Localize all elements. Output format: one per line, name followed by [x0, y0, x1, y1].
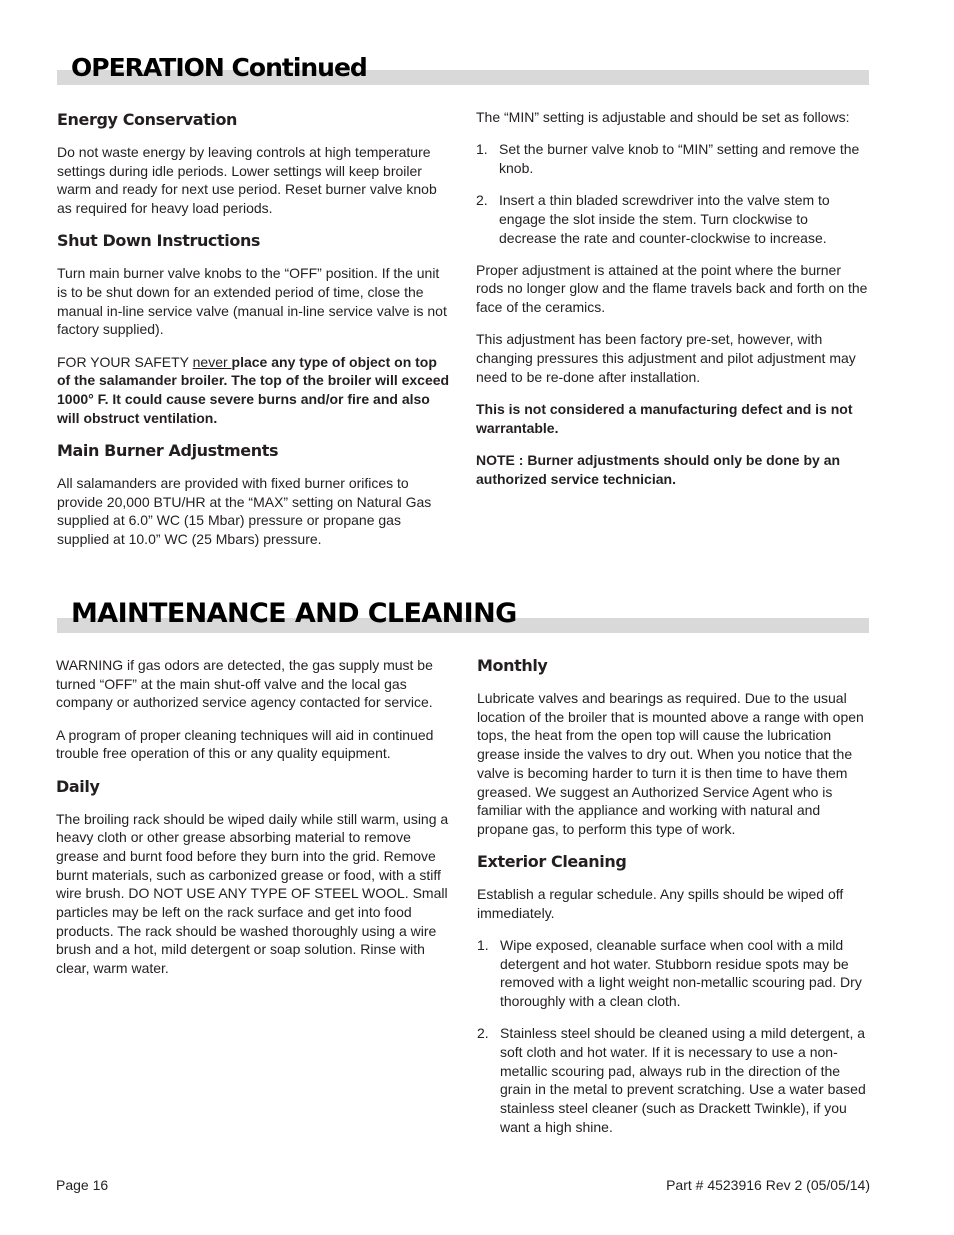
shut-down-heading: Shut Down Instructions: [57, 231, 261, 251]
list-text: Insert a thin bladed screwdriver into the valve stem to engage the slot inside the stem. Turn clockwise to decrease the rate and counter-clockwise to increase.: [499, 192, 830, 246]
part-number: Part # 4523916 Rev 2 (05/05/14): [666, 1177, 870, 1193]
energy-conservation-heading: Energy Conservation: [57, 110, 238, 129]
safety-warning: [57, 353, 451, 428]
maintenance-header: [57, 596, 869, 636]
shut-down-text: Turn main burner valve knobs to the “OFF” position. If the unit is to be shut down for an extended period of time, close the manual in-line service valve (manual in-line service valve is not factory supplied).: [57, 265, 447, 338]
monthly-text: Lubricate valves and bearings as required. Due to the usual location of the broiler that is mounted above a range with open tops, the heat from the open top will cause the lubrication grease inside the valves to dry out. When you notice that the valve is becoming harder to turn it is then time to have them greased. We suggest an Authorized Service Agent who is familiar with the appliance and working with natural and propane gas, to perform this type of work.: [477, 690, 864, 837]
section-title: MAINTENANCE AND CLEANING: [71, 598, 517, 629]
list-item: [477, 936, 871, 1011]
daily-heading: Daily: [56, 776, 100, 796]
cleaning-program-text: A program of proper cleaning techniques will aid in continued trouble free operation of this or any quality equipment.: [56, 726, 434, 762]
min-setting-intro: The “MIN” setting is adjustable and should be set as follows:: [476, 109, 850, 125]
defect-notice: This is not considered a manufacturing defect and is not warrantable.: [476, 400, 853, 436]
energy-conservation-text: Do not waste energy by leaving controls at high temperature settings during idle periods. Lower settings will keep broiler warm and ready for next use period. Reset burner valve knob as required for heavy load periods.: [57, 144, 437, 217]
exterior-cleaning-text: Establish a regular schedule. Any spills should be wiped off immediately.: [477, 886, 844, 921]
operation-left-column: [57, 110, 451, 562]
list-text: Stainless steel should be cleaned using a mild detergent, a soft cloth and hot water. If it is necessary to use a non-metallic scouring pad, always rub in the direction of the grain in the metal to prevent scratching. Use a water based stainless steel cleaner (such as Drackett Twinkle), if you want a high shine.: [500, 1025, 866, 1135]
list-item: [476, 140, 868, 177]
list-text: Wipe exposed, cleanable surface when cool with a mild detergent and hot water. Stubborn residue spots may be removed with a light weight non-metallic scouring pad. Dry thoroughly with a clean cloth.: [500, 937, 862, 1010]
list-number: 1.: [476, 141, 488, 158]
gas-warning-text: WARNING if gas odors are detected, the gas supply must be turned “OFF” at the main shut-off valve and the local gas company or authorized service agency contacted for service.: [56, 657, 433, 711]
page-number: Page 16: [56, 1177, 109, 1193]
factory-preset-text: This adjustment has been factory pre-set, however, with changing pressures this adjustment and pilot adjustment may need to be re-done after installation.: [476, 331, 856, 385]
list-number: 2.: [476, 192, 488, 209]
technician-note: NOTE : Burner adjustments should only be done by an authorized service technician.: [476, 451, 841, 487]
list-item: [476, 191, 868, 247]
main-burner-heading: Main Burner Adjustments: [57, 440, 279, 460]
daily-text: The broiling rack should be wiped daily while still warm, using a heavy cloth or other grease absorbing material to remove grease and burnt food before they burn into the grid. Remove burnt materials, such as carbonized grease or food, with a stiff wire brush. DO NOT USE ANY TYPE OF STEEL WOOL. Small particles may be left on the rack surface and get into food products. The rack should be washed thoroughly using a wire brush and a hot, mild detergent or soap solution. Rinse with clear, warm water.: [56, 810, 449, 977]
min-setting-steps: [476, 140, 868, 247]
list-item: [477, 1024, 871, 1136]
list-number: 1.: [477, 937, 489, 954]
maintenance-right-column: [477, 656, 871, 1150]
proper-adjustment-text: Proper adjustment is attained at the point where the burner rods no longer glow and the flame travels back and forth on the face of the ceramics.: [476, 261, 868, 316]
monthly-heading: Monthly: [477, 656, 548, 675]
operation-right-column: [476, 108, 868, 502]
exterior-cleaning-heading: Exterior Cleaning: [477, 852, 627, 872]
main-burner-text: All salamanders are provided with fixed burner orifices to provide 20,000 BTU/HR at the “MAX” setting on Natural Gas supplied at 6.0” WC (15 Mbar) pressure or propane gas supplied at 10.0” WC (25 Mbars) pressure.: [57, 474, 432, 548]
list-number: 2.: [477, 1025, 489, 1042]
maintenance-left-column: [56, 656, 450, 991]
safety-prefix: FOR YOUR SAFETY: [57, 353, 193, 370]
list-text: Set the burner valve knob to “MIN” setting and remove the knob.: [499, 141, 860, 176]
exterior-cleaning-steps: [477, 936, 871, 1137]
safety-never: never: [192, 353, 232, 370]
section-title: OPERATION Continued: [71, 53, 367, 82]
operation-continued-header: [57, 52, 869, 88]
safety-bold-text: place any type of object on top of the salamander broiler. The top of the broiler will exceed 1000° F. It could cause severe burns and/or fire and also will obstruct ventilation.: [57, 353, 450, 426]
